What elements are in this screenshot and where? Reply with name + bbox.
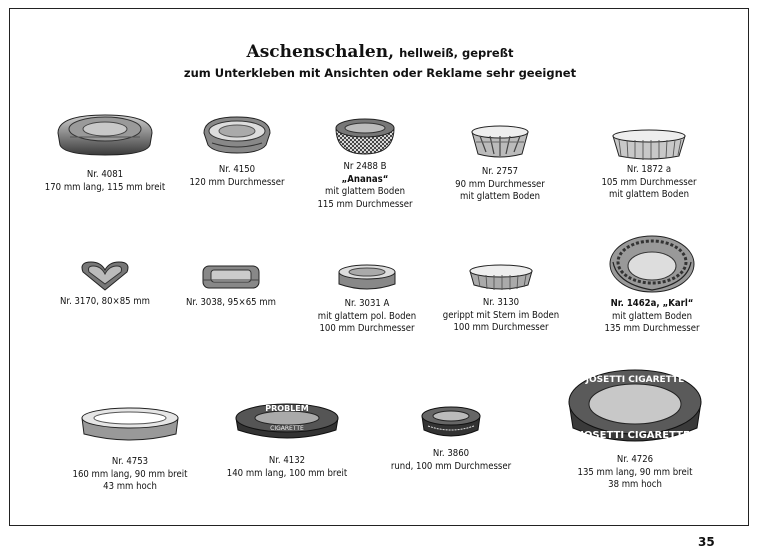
item-detail: gerippt mit Stern im Boden — [442, 309, 560, 321]
item-number: Nr. 4150 — [218, 164, 256, 175]
item-dimensions: 115 mm Durchmesser — [317, 198, 413, 210]
oval-ashtray-icon — [50, 107, 160, 159]
product-3038 — [176, 262, 286, 310]
svg-text:PROBLEM: PROBLEM — [265, 404, 309, 413]
item-detail: mit glattem Boden — [325, 186, 405, 197]
product-1872a — [594, 126, 704, 202]
product-4726 — [560, 362, 710, 492]
item-dimensions: 100 mm Durchmesser — [453, 322, 549, 333]
round-scalloped-ashtray-icon — [200, 113, 274, 157]
item-height: 43 mm hoch — [103, 481, 157, 492]
round-bowl-icon — [335, 262, 399, 294]
product-3031a — [302, 262, 432, 336]
item-number: Nr. 1462a, „Karl“ — [610, 298, 694, 309]
clear-oval-ashtray-icon — [78, 404, 182, 446]
item-dimensions: rund, 100 mm Durchmesser — [390, 460, 512, 472]
item-number: Nr. 3038, 95×65 mm — [186, 297, 276, 308]
product-3130 — [436, 261, 566, 335]
product-4753 — [68, 404, 192, 494]
item-number: Nr 2488 B — [343, 161, 387, 172]
item-detail: mit glattem Boden — [460, 191, 540, 202]
item-number: Nr. 4753 — [111, 456, 149, 467]
svg-text:JOSETTI CIGARETTE: JOSETTI CIGARETTE — [580, 430, 690, 441]
item-dimensions: 140 mm lang, 100 mm breit — [226, 467, 348, 479]
item-dimensions: 90 mm Durchmesser — [455, 178, 545, 190]
item-detail: mit glattem pol. Boden — [317, 310, 417, 322]
product-3860 — [386, 404, 516, 473]
page-title — [0, 42, 760, 62]
svg-text:JOSETTI CIGARETTE: JOSETTI CIGARETTE — [585, 375, 685, 385]
product-1462a — [592, 232, 712, 336]
product-4132 — [226, 400, 348, 480]
item-number: Nr. 4132 — [268, 455, 306, 466]
product-2757 — [450, 122, 550, 204]
ribbed-bowl-icon — [609, 126, 689, 164]
item-dimensions: 120 mm Durchmesser — [189, 176, 285, 188]
heart-ashtray-icon — [77, 258, 133, 292]
problem-advertising-ashtray-icon — [232, 400, 342, 446]
product-2488b — [310, 114, 420, 211]
product-4150 — [182, 113, 292, 189]
rectangular-ashtray-icon — [199, 262, 263, 292]
page-number: 35 — [698, 535, 715, 549]
page-subtitle: zum Unterkleben mit Ansichten oder Reklame sehr geeignet — [183, 66, 577, 80]
title-suffix: hellweiß, gepreßt — [399, 46, 514, 60]
item-dimensions: 100 mm Durchmesser — [319, 323, 415, 334]
round-advertising-ashtray-icon — [418, 404, 484, 442]
item-dimensions: 135 mm Durchmesser — [604, 323, 700, 334]
item-dimensions: 160 mm lang, 90 mm breit — [72, 468, 188, 480]
svg-text:CIGARETTE: CIGARETTE — [270, 425, 304, 432]
item-number: Nr. 2757 — [481, 166, 519, 177]
item-detail: mit glattem Boden — [609, 189, 689, 200]
item-height: 38 mm hoch — [608, 479, 662, 490]
item-number: Nr. 4726 — [616, 454, 654, 465]
title-main: Aschenschalen, — [246, 42, 394, 62]
item-name: „Ananas“ — [341, 173, 389, 185]
item-number: Nr. 4081 — [86, 169, 124, 180]
cut-glass-bowl-icon — [468, 122, 532, 162]
star-bottom-bowl-icon — [466, 261, 536, 293]
item-dimensions: 170 mm lang, 115 mm breit — [44, 181, 166, 193]
josetti-advertising-ashtray-icon — [565, 362, 705, 452]
product-4081 — [40, 107, 170, 194]
item-number: Nr. 3170, 80×85 mm — [60, 296, 150, 307]
karl-ornate-ashtray-icon — [607, 232, 697, 294]
item-number: Nr. 1872 a — [626, 164, 672, 175]
item-dimensions: 105 mm Durchmesser — [601, 176, 697, 188]
item-detail: mit glattem Boden — [612, 310, 692, 322]
item-number: Nr. 3860 — [432, 448, 470, 459]
item-dimensions: 135 mm lang, 90 mm breit — [577, 466, 693, 478]
product-3170 — [50, 258, 160, 309]
pineapple-bowl-icon — [333, 114, 397, 156]
item-number: Nr. 3130 — [482, 297, 520, 308]
item-number: Nr. 3031 A — [344, 298, 390, 309]
